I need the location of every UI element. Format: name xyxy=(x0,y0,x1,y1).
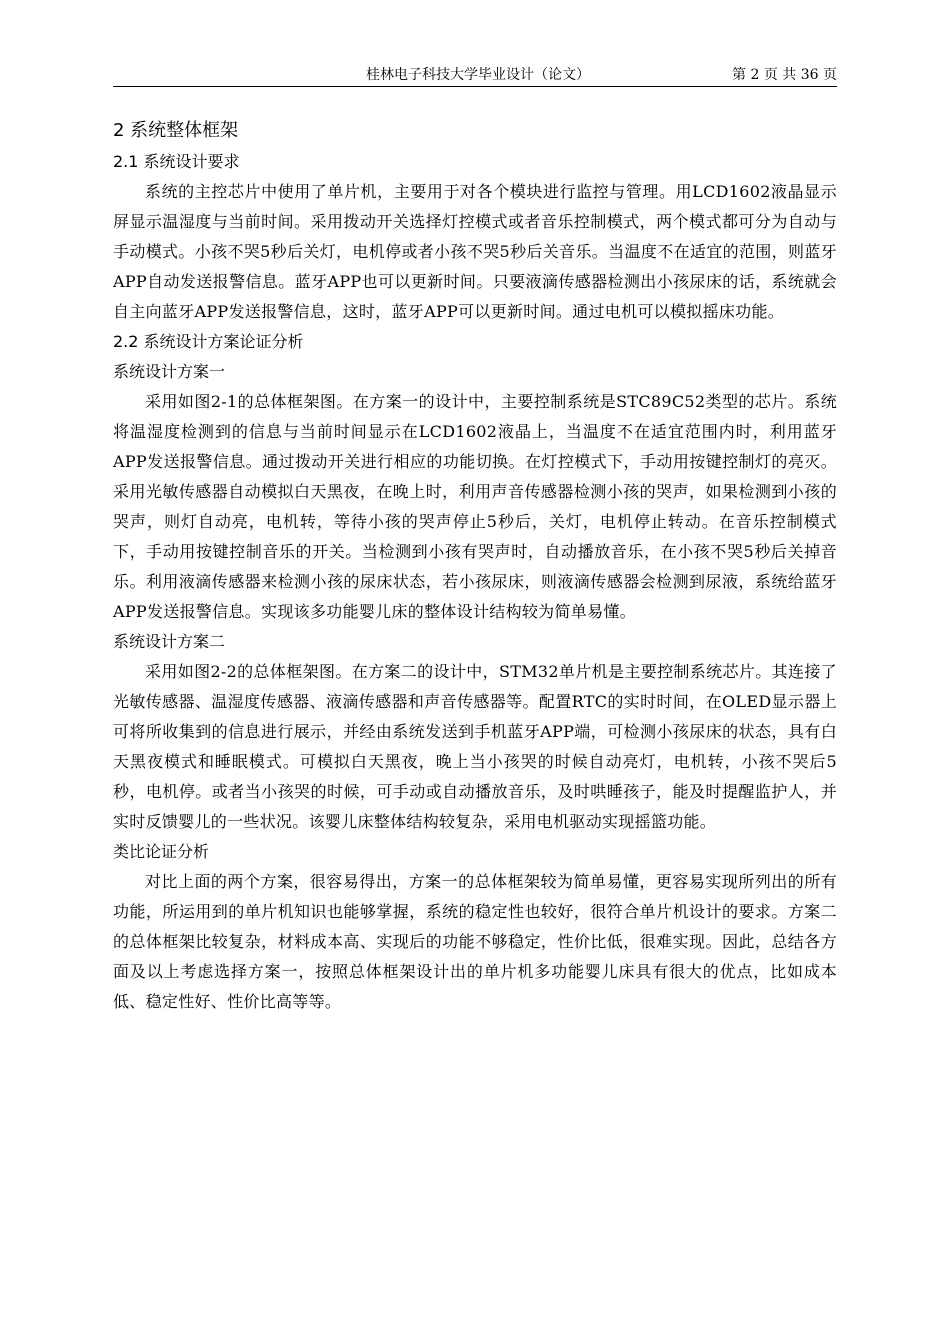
header-rule xyxy=(113,86,837,87)
paragraph-scheme-two: 采用如图2-2的总体框架图。在方案二的设计中，STM32单片机是主要控制系统芯片。其连接了光敏传感器、温湿度传感器、液滴传感器和声音传感器等。配置RTC的实时时间，在OLED显示器上可将所收集到的信息进行展示，并经由系统发送到手机蓝牙APP端，可检测小孩尿床的状态，具有白天黑夜模式和睡眠模式。可模拟白天黑夜，晚上当小孩哭的时候自动亮灯，电机转，小孩不哭后5秒，电机停。或者当小孩哭的时候，可手动或自动播放音乐，及时哄睡孩子，能及时提醒监护人，并实时反馈婴儿的一些状况。该婴儿床整体结构较复杂，采用电机驱动实现摇篮功能。 xyxy=(113,662,837,831)
scheme-one-heading: 系统设计方案一 xyxy=(113,362,226,381)
paragraph-scheme-one: 采用如图2-1的总体框架图。在方案一的设计中，主要控制系统是STC89C52类型的芯片。系统将温湿度检测到的信息与当前时间显示在LCD1602液晶上，当温度不在适宜范围内时，利用蓝牙APP发送报警信息。通过拨动开关进行相应的功能切换。在灯控模式下，手动用按键控制灯的亮灭。采用光敏传感器自动模拟白天黑夜，在晚上时，利用声音传感器检测小孩的哭声，如果检测到小孩的哭声，则灯自动亮，电机转，等待小孩的哭声停止5秒后，关灯，电机停止转动。在音乐控制模式下，手动用按键控制音乐的开关。当检测到小孩有哭声时，自动播放音乐，在小孩不哭5秒后关掉音乐。利用液滴传感器来检测小孩的尿床状态，若小孩尿床，则液滴传感器会检测到尿液，系统给蓝牙APP发送报警信息。实现该多功能婴儿床的整体设计结构较为简单易懂。 xyxy=(113,392,837,621)
paragraph-analysis: 对比上面的两个方案，很容易得出，方案一的总体框架较为简单易懂，更容易实现所列出的所有功能，所运用到的单片机知识也能够掌握，系统的稳定性也较好，很符合单片机设计的要求。方案二的总体框架比较复杂，材料成本高、实现后的功能不够稳定，性价比低，很难实现。因此，总结各方面及以上考虑选择方案一，按照总体框架设计出的单片机多功能婴儿床具有很大的优点，比如成本低、稳定性好、性价比高等等。 xyxy=(113,872,837,1011)
analysis-heading: 类比论证分析 xyxy=(113,842,210,861)
header-school-title: 桂林电子科技大学毕业设计（论文） xyxy=(366,67,590,83)
page-body xyxy=(113,115,837,1017)
section-heading-2-1: 2.1 系统设计要求 xyxy=(113,152,240,171)
paragraph-design-requirements: 系统的主控芯片中使用了单片机，主要用于对各个模块进行监控与管理。用LCD1602液晶显示屏显示温湿度与当前时间。采用拨动开关选择灯控模式或者音乐控制模式，两个模式都可分为自动与手动模式。小孩不哭5秒后关灯，电机停或者小孩不哭5秒后关音乐。当温度不在适宜的范围，则蓝牙APP自动发送报警信息。蓝牙APP也可以更新时间。只要液滴传感器检测出小孩尿床的话，系统就会自主向蓝牙APP发送报警信息，这时，蓝牙APP可以更新时间。通过电机可以模拟摇床功能。 xyxy=(113,182,837,321)
page-header xyxy=(113,64,837,86)
scheme-two-heading: 系统设计方案二 xyxy=(113,632,226,651)
header-page-number: 第 2 页 共 36 页 xyxy=(732,67,837,83)
section-heading-2-2: 2.2 系统设计方案论证分析 xyxy=(113,332,304,351)
chapter-heading: 2 系统整体框架 xyxy=(113,120,239,141)
